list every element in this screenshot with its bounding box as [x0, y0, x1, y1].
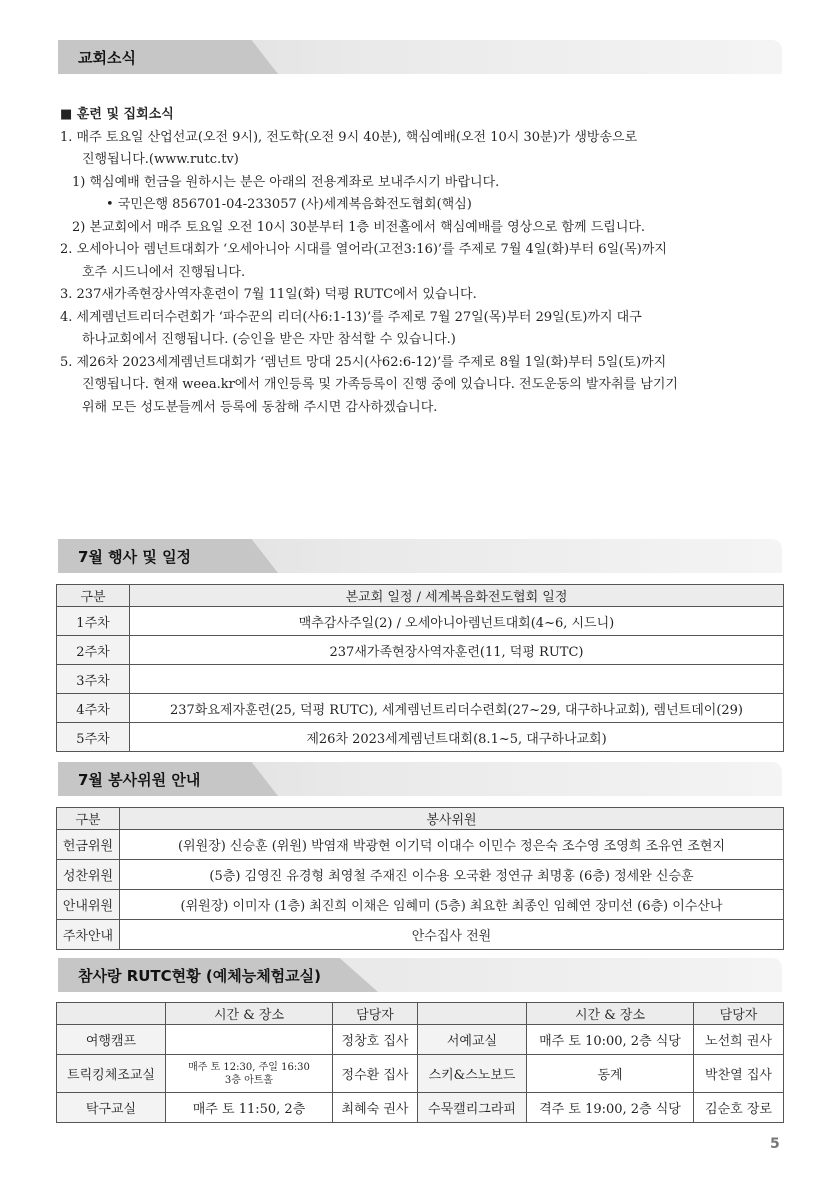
section-header-church-news: [58, 40, 782, 74]
table-header-cell: 구분: [57, 585, 130, 607]
notice-line: 호주 시드니에서 진행됩니다.: [82, 264, 246, 280]
row-value: 237화요제자훈련(25, 덕평 RUTC), 세계렘넌트리더수련회(27~29, 대구하나교회), 렘넌트데이(29): [130, 694, 784, 723]
notice-line: 2) 본교회에서 매주 토요일 오전 10시 30분부터 1층 비전홀에서 핵심예배를 영상으로 함께 드립니다.: [72, 219, 646, 235]
church-news-body: [60, 104, 780, 419]
row-label: 안내위원: [57, 890, 120, 920]
section-header-rutc: [58, 958, 782, 992]
program-time: 격주 토 19:00, 2층 식당: [527, 1093, 694, 1123]
program-manager: 정창호 집사: [333, 1025, 418, 1055]
page-number: 5: [770, 1136, 780, 1152]
notice-line: 2. 오세아니아 렘넌트대회가 ‘오세아니아 시대를 열어라(고전3:16)’를 주제로 7월 4일(화)부터 6일(목)까지: [60, 242, 667, 257]
program-manager: 김순호 장로: [694, 1093, 784, 1123]
table-row: [57, 1055, 784, 1093]
notice-line: 3. 237새가족현장사역자훈련이 7월 11일(화) 덕평 RUTC에서 있습니다.: [60, 287, 477, 302]
row-label: 헌금위원: [57, 830, 120, 860]
table-row: [57, 860, 784, 890]
program-time-line: 3층 아트홀: [224, 1074, 274, 1086]
program-time: 동계: [527, 1055, 694, 1093]
row-label: 4주차: [57, 694, 130, 723]
row-value: (위원장) 이미자 (1층) 최진희 이채은 임혜미 (5층) 최요한 최종인 임혜연 장미선 (6층) 이수산나: [120, 890, 784, 920]
row-value: (5층) 김영진 유경형 최영철 주재진 이수용 오국환 정연규 최명홍 (6층) 정세완 신승훈: [120, 860, 784, 890]
row-label: 5주차: [57, 723, 130, 752]
program-manager: 정수환 집사: [333, 1055, 418, 1093]
table-row: [57, 1025, 784, 1055]
table-header-cell: 본교회 일정 / 세계복음화전도협회 일정: [130, 585, 784, 607]
row-label: 주차안내: [57, 920, 120, 950]
program-time-line: 매주 토 12:30, 주일 16:30: [188, 1061, 310, 1073]
table-row: [57, 723, 784, 752]
row-value: 안수집사 전원: [120, 920, 784, 950]
section-header-volunteers: [58, 762, 782, 796]
table-row: [57, 694, 784, 723]
row-value: (위원장) 신승훈 (위원) 박염재 박광현 이기덕 이대수 이민수 정은숙 조수영 조영희 조유연 조현지: [120, 830, 784, 860]
table-row: [57, 607, 784, 636]
program-time: 매주 토 11:50, 2층: [166, 1093, 333, 1123]
program-name: 스키&스노보드: [418, 1055, 527, 1093]
section-title: 교회소식: [78, 49, 136, 67]
section-title: 7월 봉사위원 안내: [78, 771, 201, 789]
section-title: 참사랑 RUTC현황 (예체능체험교실): [78, 967, 322, 985]
notice-line: 1) 핵심예배 헌금을 원하시는 분은 아래의 전용계좌로 보내주시기 바랍니다.: [72, 174, 500, 190]
row-value: 맥추감사주일(2) / 오세아니아렘넌트대회(4~6, 시드니): [130, 607, 784, 636]
program-name: 여행캠프: [57, 1025, 166, 1055]
row-value: 237새가족현장사역자훈련(11, 덕평 RUTC): [130, 636, 784, 665]
table-row: [57, 665, 784, 694]
table-header-cell: 구분: [57, 808, 120, 830]
section-title: 7월 행사 및 일정: [78, 548, 192, 566]
table-header-cell: 시간 & 장소: [527, 1003, 694, 1025]
table-row: [57, 830, 784, 860]
program-manager: 노선희 권사: [694, 1025, 784, 1055]
table-header-cell: 담당자: [694, 1003, 784, 1025]
notice-line: 하나교회에서 진행됩니다. (승인을 받은 자만 참석할 수 있습니다.): [82, 332, 456, 347]
program-name: 탁구교실: [57, 1093, 166, 1123]
program-time-multiline: [166, 1055, 333, 1093]
notice-line: • 국민은행 856701-04-233057 (사)세계복음화전도협회(핵심): [106, 197, 472, 212]
table-row: [57, 1093, 784, 1123]
table-row: [57, 890, 784, 920]
row-value: 제26차 2023세계렘넌트대회(8.1~5, 대구하나교회): [130, 723, 784, 752]
notice-line: 진행됩니다. 현재 weea.kr에서 개인등록 및 가족등록이 진행 중에 있습니다. 전도운동의 발자취를 남기기: [82, 377, 678, 392]
table-header-cell: 봉사위원: [120, 808, 784, 830]
program-name: 수묵캘리그라피: [418, 1093, 527, 1123]
program-time: [166, 1025, 333, 1055]
table-header-cell: 시간 & 장소: [166, 1003, 333, 1025]
row-value: [130, 665, 784, 694]
table-header-cell: 담당자: [333, 1003, 418, 1025]
table-row: [57, 636, 784, 665]
program-name: 서예교실: [418, 1025, 527, 1055]
row-label: 3주차: [57, 665, 130, 694]
table-header-cell: [57, 1003, 166, 1025]
notice-line: 4. 세계렘넌트리더수련회가 ‘파수꾼의 리더(사6:1-13)’를 주제로 7월 27일(목)부터 29일(토)까지 대구: [60, 309, 642, 325]
table-row: [57, 920, 784, 950]
volunteers-table: [56, 807, 784, 950]
table-header-cell: [418, 1003, 527, 1025]
notice-line: 1. 매주 토요일 산업선교(오전 9시), 전도학(오전 9시 40분), 핵심예배(오전 10시 30분)가 생방송으로: [60, 129, 638, 145]
program-time: 매주 토 10:00, 2층 식당: [527, 1025, 694, 1055]
row-label: 1주차: [57, 607, 130, 636]
program-manager: 최혜숙 권사: [333, 1093, 418, 1123]
notice-line: 5. 제26차 2023세계렘넌트대회가 ‘렘넌트 망대 25시(사62:6-12)’를 주제로 8월 1일(화)부터 5일(토)까지: [60, 354, 667, 370]
section-header-schedule: [58, 539, 782, 573]
notice-subhead: ■ 훈련 및 집회소식: [60, 107, 174, 122]
rutc-table: [56, 1002, 784, 1123]
program-name: 트릭킹체조교실: [57, 1055, 166, 1093]
schedule-table: [56, 584, 784, 752]
program-manager: 박찬열 집사: [694, 1055, 784, 1093]
row-label: 성찬위원: [57, 860, 120, 890]
notice-line: 위해 모든 성도분들께서 등록에 동참해 주시면 감사하겠습니다.: [82, 399, 438, 415]
notice-line: 진행됩니다.(www.rutc.tv): [82, 152, 239, 167]
row-label: 2주차: [57, 636, 130, 665]
